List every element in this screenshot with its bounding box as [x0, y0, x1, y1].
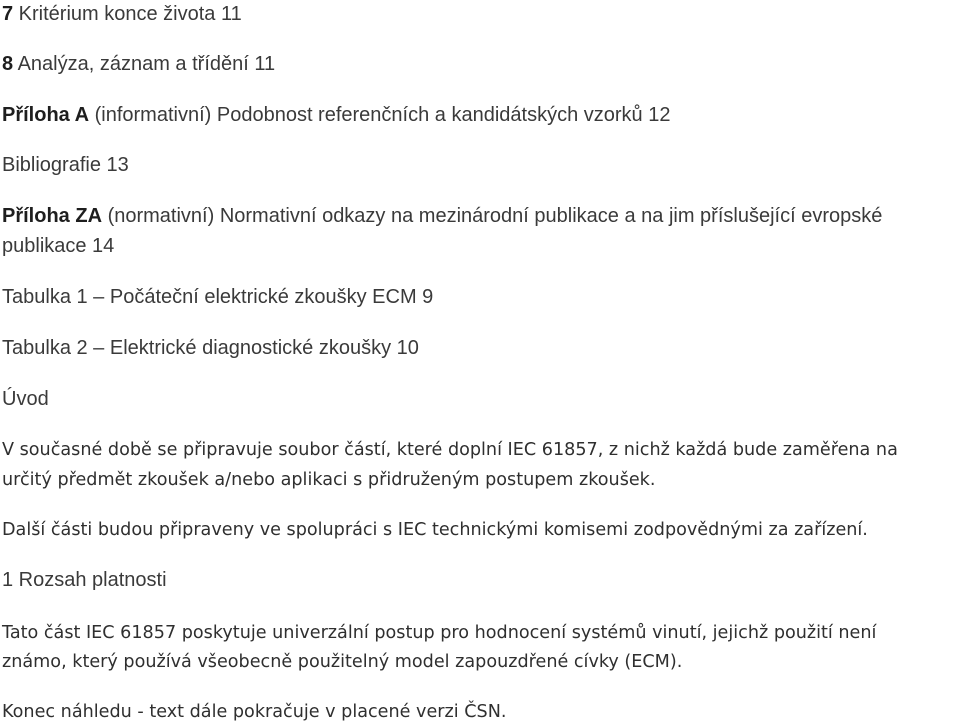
toc-entry-title: (normativní) Normativní odkazy na mezinárodní publikace a na jim příslušející evropské: [102, 205, 883, 227]
toc-entry-title: Tabulka 1 – Počáteční elektrické zkoušky ECM 9: [2, 286, 434, 308]
toc-entry-title: Tabulka 2 – Elektrické diagnostické zkoušky 10: [2, 337, 419, 359]
intro-paragraph-line-1: V současné době se připravuje soubor částí, které doplní IEC 61857, z nichž každá bude zaměřena na: [2, 440, 898, 460]
toc-entry-title: Kritérium konce života 11: [13, 3, 242, 25]
toc-entry-number: Příloha ZA: [2, 205, 103, 227]
scope-paragraph-line-2: známo, který používá všeobecně použitelný model zapouzdřené cívky (ECM).: [2, 652, 683, 672]
intro-heading: Úvod: [2, 388, 49, 410]
preview-end-notice: Konec náhledu - text dále pokračuje v placené verzi ČSN.: [2, 702, 507, 722]
toc-entry-chapter-7: [2, 2, 242, 26]
toc-entry-title: Bibliografie 13: [2, 154, 129, 176]
toc-entry-title: Analýza, záznam a třídění 11: [13, 53, 276, 75]
toc-entry-table-1: [2, 285, 433, 309]
toc-entry-number: Příloha A: [2, 104, 90, 126]
toc-entry-annex-a: [2, 103, 670, 127]
toc-entry-title: (informativní) Podobnost referenčních a kandidátských vzorků 12: [89, 104, 671, 126]
toc-entry-annex-za-continued: [2, 234, 114, 258]
toc-entry-chapter-8: [2, 52, 275, 76]
scope-paragraph-line-1: Tato část IEC 61857 poskytuje univerzální postup pro hodnocení systémů vinutí, jejichž použití není: [2, 623, 877, 643]
intro-paragraph-line-2: určitý předmět zkoušek a/nebo aplikaci s přidruženým postupem zkoušek.: [2, 470, 656, 490]
toc-entry-number: 8: [2, 53, 14, 75]
toc-entry-annex-za: [2, 204, 882, 228]
intro-paragraph-2: Další části budou připraveny ve spolupráci s IEC technickými komisemi zodpovědnými za zařízení.: [2, 520, 868, 540]
toc-entry-bibliography: [2, 153, 129, 177]
toc-entry-title: publikace 14: [2, 235, 115, 257]
toc-entry-number: 7: [2, 3, 14, 25]
scope-heading: 1 Rozsah platnosti: [2, 569, 167, 591]
toc-entry-table-2: [2, 336, 419, 360]
